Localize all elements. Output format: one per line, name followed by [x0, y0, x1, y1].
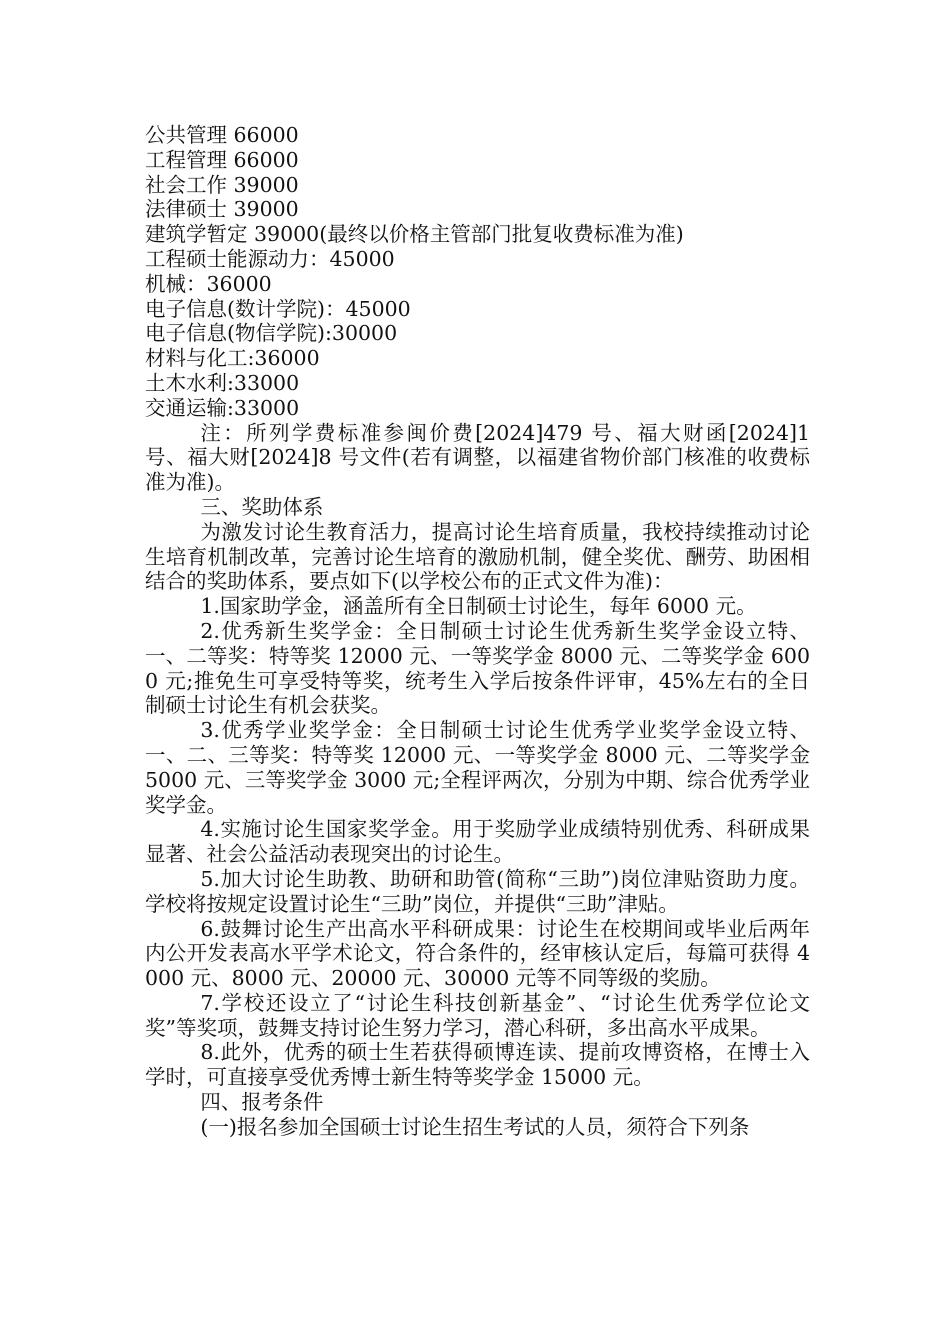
- award-item: 7.学校还设立了“讨论生科技创新基金”、“讨论生优秀学位论文奖”等奖项，鼓舞支持讨论生努力学习，潜心科研，多出高水平成果。: [145, 990, 810, 1040]
- award-item: 1.国家助学金，涵盖所有全日制硕士讨论生，每年 6000 元。: [200, 594, 757, 619]
- fee-line: 交通运输:33000: [145, 395, 300, 420]
- fee-note: 注：所列学费标准参闽价费[2024]479 号、福大财函[2024]1 号、福大财[2024]8 号文件(若有调整，以福建省物价部门核准的收费标准为准)。: [145, 420, 810, 495]
- fee-line: 土木水利:33000: [145, 370, 300, 395]
- fee-line: 材料与化工:36000: [145, 346, 320, 371]
- fee-line: 法律硕士 39000: [145, 197, 299, 222]
- award-item: 3.优秀学业奖学金：全日制硕士讨论生优秀学业奖学金设立特、一、二、三等奖：特等奖 12000 元、一等奖学金 8000 元、二等奖学金 5000 元、三等奖学金 3000 元;全程评两次，分别为中期、综合优秀学业奖学金。: [145, 718, 810, 817]
- section-heading: 四、报考条件: [200, 1090, 324, 1115]
- section-heading: 三、奖助体系: [200, 494, 324, 519]
- fee-line: 社会工作 39000: [145, 172, 299, 197]
- award-item: 6.鼓舞讨论生产出高水平科研成果：讨论生在校期间或毕业后两年内公开发表高水平学术论文，符合条件的，经审核认定后，每篇可获得 4000 元、8000 元、20000 元、30000 元等不同等级的奖励。: [145, 916, 810, 991]
- award-item: 2.优秀新生奖学金：全日制硕士讨论生优秀新生奖学金设立特、一、二等奖：特等奖 12000 元、一等奖学金 8000 元、二等奖学金 6000 元;推免生可享受特等奖，统考生入学后按条件评审，45%左右的全日制硕士讨论生有机会获奖。: [145, 618, 810, 718]
- section-intro: 为激发讨论生教育活力，提高讨论生培育质量，我校持续推动讨论生培育机制改革，完善讨论生培育的激励机制，健全奖优、酬劳、助困相结合的奖助体系，要点如下(以学校公布的正式文件为准)：: [145, 519, 810, 594]
- document-body: [145, 123, 810, 1140]
- fee-line: 工程硕士能源动力：45000: [145, 246, 395, 271]
- fee-line: 机械：36000: [145, 271, 272, 296]
- fee-line: 公共管理 66000: [145, 123, 299, 147]
- fee-line: 电子信息(物信学院):30000: [145, 321, 398, 346]
- fee-line: 工程管理 66000: [145, 147, 299, 172]
- section-paragraph: (一)报名参加全国硕士讨论生招生考试的人员，须符合下列条: [200, 1114, 750, 1139]
- fee-line: 电子信息(数计学院)：45000: [145, 296, 411, 321]
- award-item: 8.此外，优秀的硕士生若获得硕博连读、提前攻博资格，在博士入学时，可直接享受优秀博士新生特等奖学金 15000 元。: [145, 1040, 810, 1090]
- award-item: 4.实施讨论生国家奖学金。用于奖励学业成绩特别优秀、科研成果显著、社会公益活动表现突出的讨论生。: [145, 817, 810, 867]
- fee-line: 建筑学暂定 39000(最终以价格主管部门批复收费标准为准): [145, 222, 684, 247]
- award-item: 5.加大讨论生助教、助研和助管(简称“三助”)岗位津贴资助力度。学校将按规定设置讨论生“三助”岗位，并提供“三助”津贴。: [145, 866, 810, 916]
